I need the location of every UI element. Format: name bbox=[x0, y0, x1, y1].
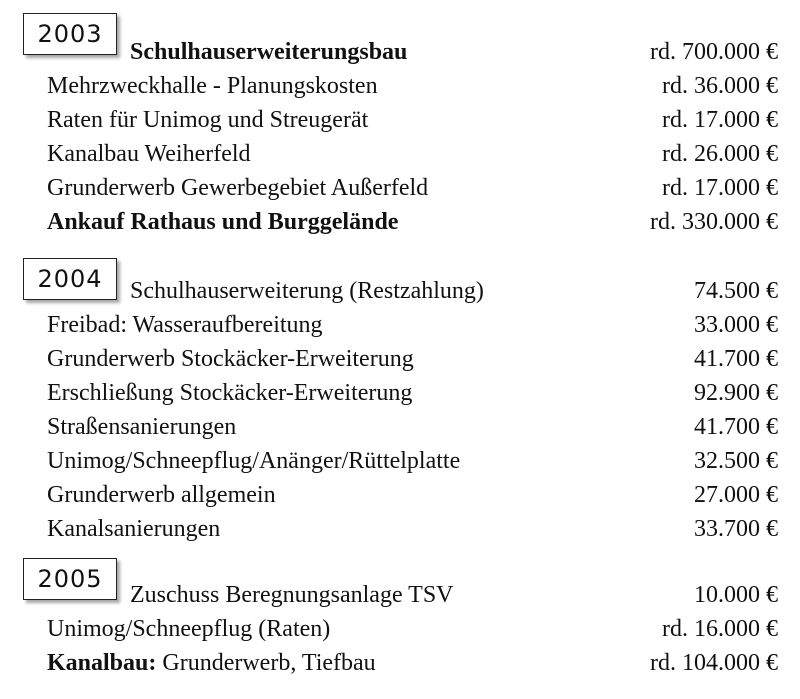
item-label: Straßensanierungen bbox=[47, 414, 237, 440]
list-item bbox=[0, 308, 800, 342]
list-item bbox=[0, 444, 800, 478]
year-box: 2005 bbox=[23, 558, 117, 600]
item-value: 33.700 € bbox=[694, 516, 778, 542]
item-label: Freibad: Wasseraufbereitung bbox=[47, 312, 323, 338]
item-label: Unimog/Schneepflug/Anänger/Rüttelplatte bbox=[47, 448, 461, 474]
list-item bbox=[0, 578, 800, 612]
list-item bbox=[0, 35, 800, 69]
item-value: 41.700 € bbox=[694, 346, 778, 372]
list-item bbox=[0, 274, 800, 308]
list-item bbox=[0, 478, 800, 512]
list-item bbox=[0, 646, 800, 680]
year-box: 2003 bbox=[23, 13, 117, 55]
item-label: Ankauf Rathaus und Burggelände bbox=[47, 209, 399, 235]
list-item bbox=[0, 137, 800, 171]
item-value: 74.500 € bbox=[694, 278, 778, 304]
item-value: 10.000 € bbox=[694, 582, 778, 608]
list-item bbox=[0, 171, 800, 205]
item-label: Grunderwerb Gewerbegebiet Außerfeld bbox=[47, 175, 429, 201]
item-value: rd. 26.000 € bbox=[662, 141, 778, 167]
item-label-group bbox=[47, 646, 376, 680]
item-label: Raten für Unimog und Streugerät bbox=[47, 107, 369, 133]
item-label: Erschließung Stockäcker-Erweiterung bbox=[47, 380, 413, 406]
item-value: rd. 104.000 € bbox=[650, 650, 778, 676]
item-value: 32.500 € bbox=[694, 448, 778, 474]
list-item bbox=[0, 612, 800, 646]
list-item bbox=[0, 512, 800, 546]
item-label: Unimog/Schneepflug (Raten) bbox=[47, 616, 331, 642]
item-label: Kanalbau Weiherfeld bbox=[47, 141, 251, 167]
item-value: 27.000 € bbox=[694, 482, 778, 508]
list-item bbox=[0, 376, 800, 410]
item-label: Schulhauserweiterungsbau bbox=[130, 39, 408, 65]
item-value: 41.700 € bbox=[694, 414, 778, 440]
item-value: 33.000 € bbox=[694, 312, 778, 338]
item-value: rd. 36.000 € bbox=[662, 73, 778, 99]
item-label: Zuschuss Beregnungsanlage TSV bbox=[130, 582, 454, 608]
list-item bbox=[0, 342, 800, 376]
item-label-prefix: Kanalbau: bbox=[47, 650, 157, 676]
list-item bbox=[0, 205, 800, 239]
item-value: rd. 330.000 € bbox=[650, 209, 778, 235]
year-box: 2004 bbox=[23, 258, 117, 300]
item-value: rd. 16.000 € bbox=[662, 616, 778, 642]
list-item bbox=[0, 410, 800, 444]
item-value: 92.900 € bbox=[694, 380, 778, 406]
item-value: rd. 700.000 € bbox=[650, 39, 778, 65]
item-label: Grunderwerb Stockäcker-Erweiterung bbox=[47, 346, 414, 372]
item-label: Mehrzweckhalle - Planungskosten bbox=[47, 73, 378, 99]
list-item bbox=[0, 103, 800, 137]
item-label: Schulhauserweiterung (Restzahlung) bbox=[130, 278, 484, 304]
item-label: Grunderwerb allgemein bbox=[47, 482, 276, 508]
item-value: rd. 17.000 € bbox=[662, 175, 778, 201]
list-item bbox=[0, 69, 800, 103]
item-value: rd. 17.000 € bbox=[662, 107, 778, 133]
item-label: Grunderwerb, Tiefbau bbox=[156, 650, 376, 676]
item-label: Kanalsanierungen bbox=[47, 516, 221, 542]
